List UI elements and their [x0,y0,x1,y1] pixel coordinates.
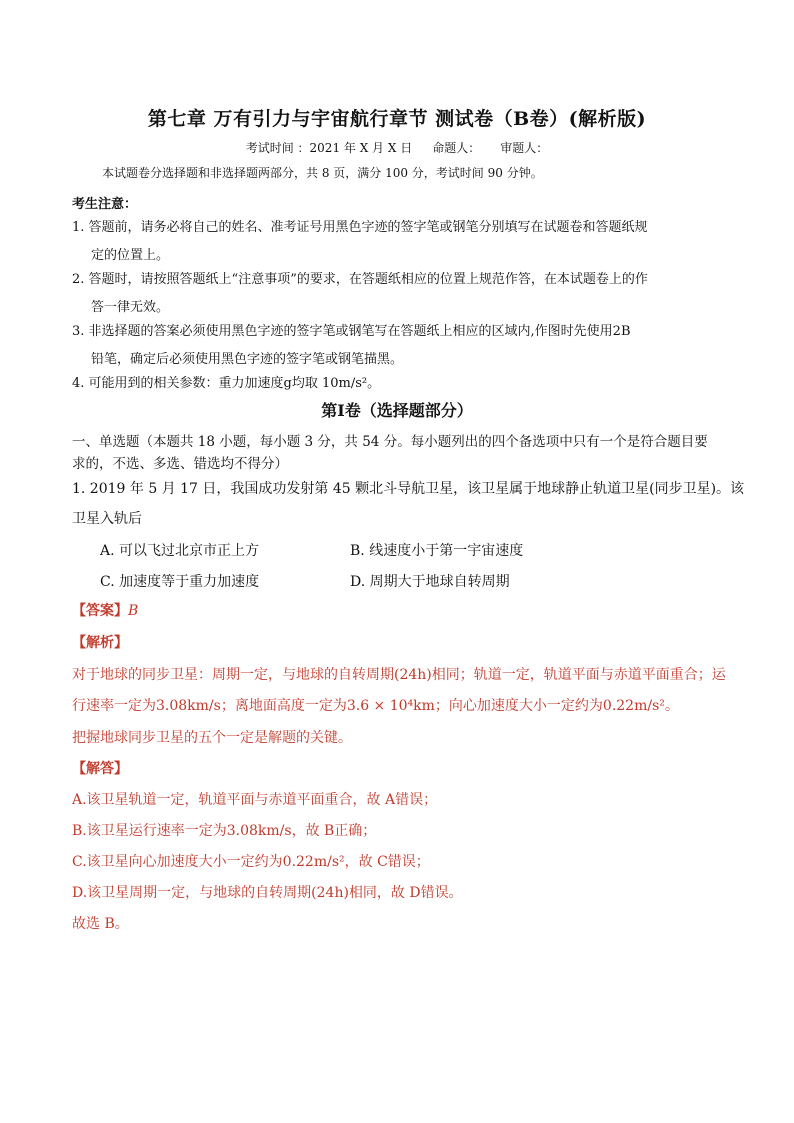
setter-label: 命题人： [432,141,481,155]
notice-item [72,214,732,270]
page-title: 第七章 万有引力与宇宙航行章节 测试卷（B卷）(解析版) [147,108,647,130]
notice-text-cont: 定的位置上。 [91,248,170,263]
answer-value: B [128,603,139,619]
notice-item [72,266,732,322]
answer-label: 【答案】 [72,603,128,619]
notice-text-cont: 答一律无效。 [91,300,170,315]
solution-line: D.该卫星周期一定，与地球的自转周期(24h)相同，故 D错误。 [72,885,463,901]
answer-line [72,600,138,620]
analysis-text: 对于地球的同步卫星：周期一定，与地球的自转周期(24h)相同；轨道一定，轨道平面与赤道平面重合；运 [72,667,726,683]
solution-line: A.该卫星轨道一定，轨道平面与赤道平面重合，故 A错误； [72,792,438,808]
section-heading-cont: 求的，不选、多选、错选均不得分） [72,456,288,472]
section-heading: 一、单选题（本题共 18 小题，每小题 3 分，共 54 分。每小题列出的四个备选项中只有一个是符合题目要 [72,434,708,450]
solution-conclusion: 故选 B。 [72,916,129,932]
exam-time: 考试时间 ：2021 年 X 月 X 日 [245,141,413,155]
notice-num: 3. [72,324,85,339]
analysis-label: 【解析】 [72,635,128,651]
analysis-summary: 把握地球同步卫星的五个一定是解题的关键。 [72,730,352,746]
reviewer-label: 审题人： [500,141,549,155]
notice-num: 2. [72,272,85,287]
question-stem: 1. 2019 年 5 月 17 日，我国成功发射第 45 颗北斗导航卫星，该卫星属于地球静止轨道卫星(同步卫星)。该 [72,481,745,497]
notice-item [72,370,732,398]
option-a: A. 可以飞过北京市正上方 [100,543,260,559]
exam-intro: 本试题卷分选择题和非选择题两部分，共 8 页，满分 100 分，考试时间 90 分钟。 [102,166,543,180]
solution-line: B.该卫星运行速率一定为3.08km/s，故 B正确； [72,823,377,839]
solution-label: 【解答】 [72,761,128,777]
notice-text-cont: 铅笔，确定后必须使用黑色字迹的签字笔或钢笔描黑。 [91,352,404,367]
notice-num: 1. [72,220,85,235]
notice-heading: 考生注意： [72,197,138,212]
option-d: D. 周期大于地球自转周期 [350,574,510,590]
section-title: 第Ⅰ卷（选择题部分） [321,401,473,420]
notice-item [72,318,732,374]
exam-meta [0,139,794,156]
notice-num: 4. [72,376,85,391]
analysis-text-cont: 行速率一定为3.08km/s；离地面高度一定为3.6 × 10⁴km；向心加速度大小一定约为0.22m/s²。 [72,698,679,714]
notice-text: 答题时，请按照答题纸上“注意事项”的要求，在答题纸相应的位置上规范作答，在本试题卷上的作 [88,272,648,287]
notice-text: 非选择题的答案必须使用黑色字迹的签字笔或钢笔写在答题纸上相应的区域内,作图时先使用2B [88,324,631,339]
option-c: C. 加速度等于重力加速度 [100,574,260,590]
question-stem-cont: 卫星入轨后 [72,511,142,527]
solution-line: C.该卫星向心加速度大小一定约为0.22m/s²，故 C错误； [72,854,430,870]
notice-text: 答题前，请务必将自己的姓名、准考证号用黑色字迹的签字笔或钢笔分别填写在试题卷和答题纸规 [88,220,648,235]
notice-text: 可能用到的相关参数：重力加速度g均取 10m/s²。 [88,376,381,391]
option-b: B. 线速度小于第一宇宙速度 [350,543,524,559]
